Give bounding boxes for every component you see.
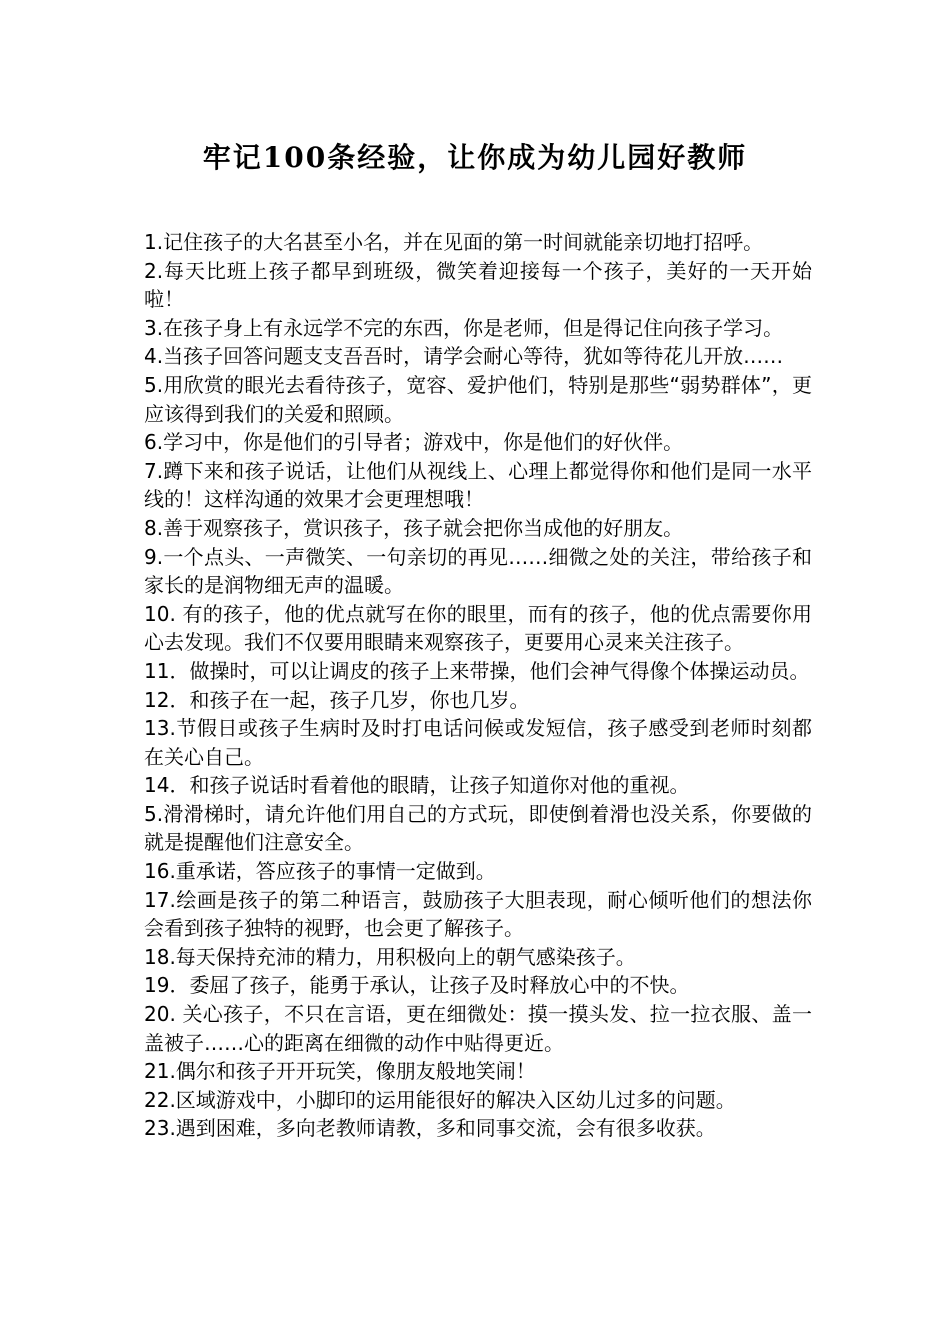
list-item: 19．委屈了孩子，能勇于承认，让孩子及时释放心中的不快。 <box>144 973 690 998</box>
list-item: 23.遇到困难，多向老教师请教，多和同事交流，会有很多收获。 <box>144 1116 716 1141</box>
page-title: 牢记100条经验，让你成为幼儿园好教师 <box>202 141 748 174</box>
list-item: 16.重承诺，答应孩子的事情一定做到。 <box>144 859 496 884</box>
list-item: 8.善于观察孩子，赏识孩子，孩子就会把你当成他的好朋友。 <box>144 515 684 540</box>
list-item: 22.区域游戏中，小脚印的运用能很好的解决入区幼儿过多的问题。 <box>144 1087 736 1112</box>
document-body <box>144 228 812 1143</box>
list-item: 17.绘画是孩子的第二种语言，鼓励孩子大胆表现，耐心倾听他们的想法你会看到孩子独特的视野，也会更了解孩子。 <box>144 887 812 941</box>
list-item: 9.一个点头、一声微笑、一句亲切的再见……细微之处的关注，带给孩子和家长的是润物细无声的温暖。 <box>144 544 812 598</box>
list-item: 7.蹲下来和孩子说话，让他们从视线上、心理上都觉得你和他们是同一水平线的！这样沟通的效果才会更理想哦！ <box>144 458 812 512</box>
list-item: 12．和孩子在一起，孩子几岁，你也几岁。 <box>144 687 530 712</box>
list-item: 1.记住孩子的大名甚至小名，并在见面的第一时间就能亲切地打招呼。 <box>144 230 764 254</box>
list-item: 18.每天保持充沛的精力，用积极向上的朝气感染孩子。 <box>144 944 636 969</box>
list-item: 2.每天比班上孩子都早到班级，微笑着迎接每一个孩子，美好的一天开始啦！ <box>144 258 812 312</box>
list-item: 10. 有的孩子，他的优点就写在你的眼里，而有的孩子，他的优点需要你用心去发现。我们不仅要用眼睛来观察孩子，更要用心灵来关注孩子。 <box>144 601 812 655</box>
list-item: 3.在孩子身上有永远学不完的东西，你是老师，但是得记住向孩子学习。 <box>144 315 784 340</box>
list-item: 4.当孩子回答问题支支吾吾时，请学会耐心等待，犹如等待花儿开放…… <box>144 344 784 369</box>
list-item: 21.偶尔和孩子开开玩笑，像朋友般地笑闹！ <box>144 1059 536 1084</box>
list-item: 6.学习中，你是他们的引导者；游戏中，你是他们的好伙伴。 <box>144 430 684 455</box>
list-item: 20. 关心孩子，不只在言语，更在细微处：摸一摸头发、拉一拉衣服、盖一盖被子……心的距离在细微的动作中贴得更近。 <box>144 1002 812 1055</box>
list-item: 14．和孩子说话时看着他的眼睛，让孩子知道你对他的重视。 <box>144 773 690 798</box>
list-item: 13.节假日或孩子生病时及时打电话问候或发短信，孩子感受到老师时刻都在关心自己。 <box>144 716 812 769</box>
list-item: 11．做操时，可以让调皮的孩子上来带操，他们会神气得像个体操运动员。 <box>144 658 810 683</box>
list-item: 5.滑滑梯时，请允许他们用自己的方式玩，即使倒着滑也没关系，你要做的就是提醒他们注意安全。 <box>144 801 812 855</box>
list-item: 5.用欣赏的眼光去看待孩子，宽容、爱护他们，特别是那些“弱势群体”，更应该得到我们的关爱和照顾。 <box>144 372 812 426</box>
